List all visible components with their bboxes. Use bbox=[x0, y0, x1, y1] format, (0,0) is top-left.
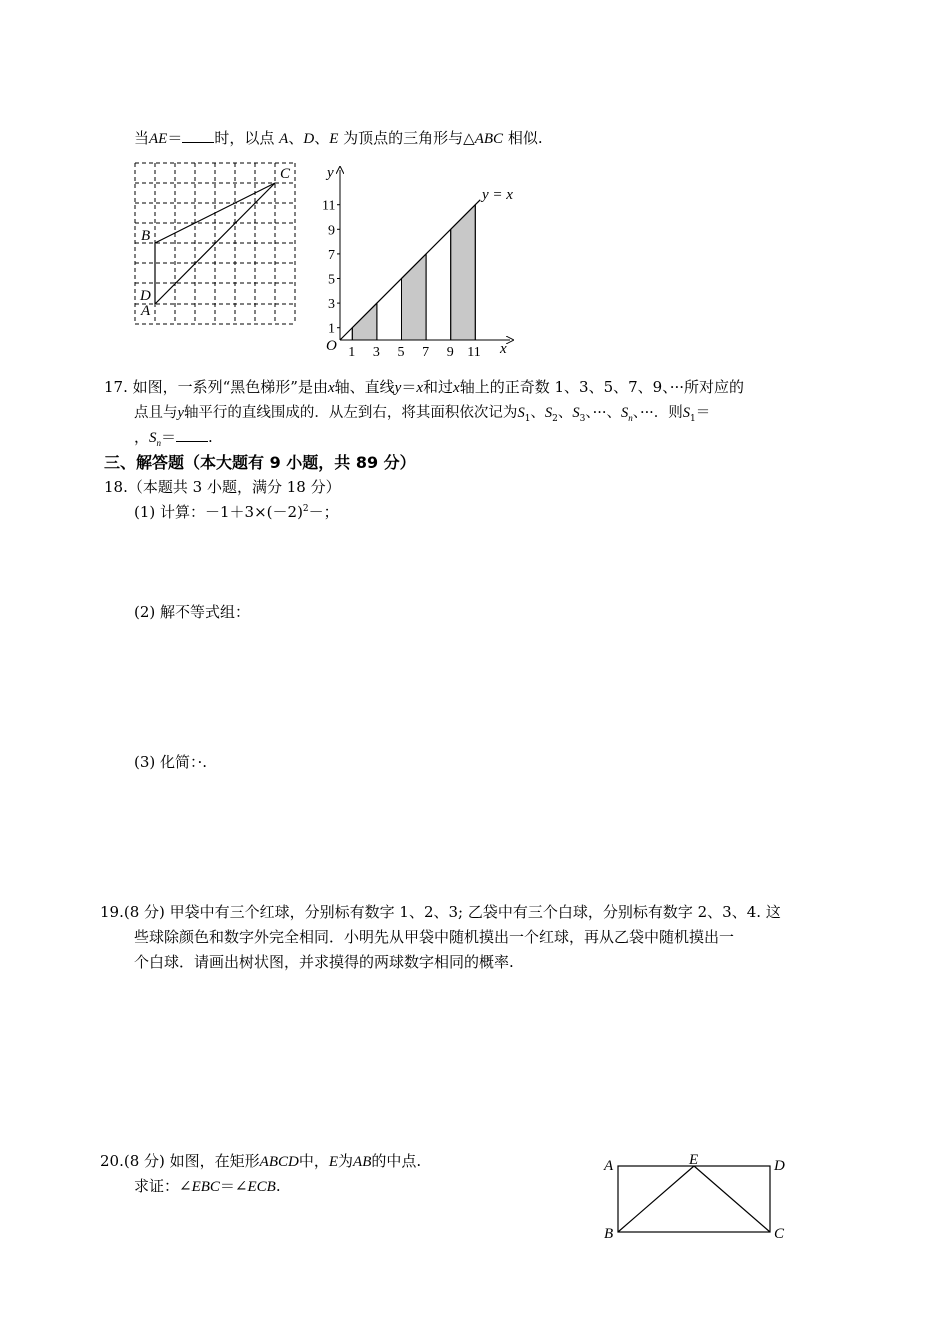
q19-text: (8 分) 甲袋中有三个红球，分别标有数字 1、2、3; 乙袋中有三个白球，分别标有数字 2、3、4. 这 bbox=[123, 903, 781, 921]
x-ticks bbox=[348, 345, 480, 360]
shaded-trapezoids bbox=[352, 205, 475, 340]
x-tick-label: 5 bbox=[397, 345, 405, 360]
q19-number: 19. bbox=[100, 903, 124, 921]
q16-sep: 、 bbox=[288, 129, 304, 147]
q18-number: 18. bbox=[104, 478, 128, 496]
y-tick-label: 7 bbox=[328, 247, 335, 263]
shaded-trapezoid-1 bbox=[352, 303, 377, 340]
q17-var: x bbox=[327, 380, 335, 396]
q17-var: y bbox=[394, 380, 402, 396]
q20-text: ＝∠ bbox=[219, 1177, 248, 1195]
q17-line1 bbox=[104, 376, 744, 397]
grid-label-b: B bbox=[141, 228, 151, 244]
rectangle-abcd bbox=[618, 1166, 770, 1232]
q16-point-d: D bbox=[303, 131, 315, 147]
q18-part1 bbox=[134, 501, 339, 522]
x-axis-label: x bbox=[500, 341, 507, 357]
q20-line1 bbox=[100, 1150, 421, 1171]
q17-var: x bbox=[453, 380, 460, 396]
q17-text: ， bbox=[134, 428, 150, 446]
y-tick-label: 3 bbox=[328, 297, 335, 313]
q16-point-a: A bbox=[279, 131, 289, 147]
q17-text: 、···．则 bbox=[632, 405, 683, 421]
q20-var: ECB bbox=[247, 1179, 276, 1195]
y-axis-label: y bbox=[327, 165, 334, 181]
q16-text: 为顶点的三角形与△ bbox=[343, 129, 475, 147]
origin-label: O bbox=[326, 338, 337, 354]
rect-label-a: A bbox=[604, 1158, 614, 1174]
q17-var: S bbox=[620, 405, 629, 421]
q17-var: S bbox=[149, 430, 157, 446]
x-tick-label: 1 bbox=[348, 345, 356, 360]
q17-sub: 1 bbox=[524, 413, 531, 424]
x-tick-label: 7 bbox=[422, 345, 430, 360]
q17-text: 、 bbox=[557, 405, 573, 421]
q20-text: (8 分) 如图，在矩形 bbox=[123, 1152, 260, 1170]
q17-var: S bbox=[517, 405, 525, 421]
q17-text: 轴平行的直线围成的．从左到右，将其面积依次记为 bbox=[183, 405, 518, 421]
q17-number: 17. bbox=[104, 378, 128, 396]
rectangle-figure bbox=[598, 1150, 798, 1250]
q16-prompt bbox=[134, 127, 543, 148]
q18-part2: (2) 解不等式组： bbox=[134, 603, 251, 621]
q17-sub: n bbox=[628, 412, 633, 423]
answer-blank[interactable] bbox=[176, 427, 208, 442]
q20-var: E bbox=[328, 1154, 339, 1170]
q16-text: 时，以点 bbox=[214, 129, 275, 147]
grid-label-a: A bbox=[141, 303, 151, 319]
grid-label-c: C bbox=[280, 166, 291, 182]
section-heading: 三、解答题（本大题有 9 小题，共 89 分） bbox=[104, 453, 416, 472]
q17-sub: 3 bbox=[579, 413, 586, 424]
q17-sub: 1 bbox=[690, 413, 696, 424]
q17-text: 轴上的正奇数 1、3、5、7、9、···所对应的 bbox=[459, 378, 745, 396]
q17-text: 轴、直线 bbox=[334, 378, 395, 396]
answer-blank[interactable] bbox=[182, 128, 214, 143]
grid-label-d: D bbox=[140, 288, 151, 304]
x-tick-label: 9 bbox=[446, 345, 454, 360]
q16-eq: ＝ bbox=[167, 129, 183, 147]
q20-text: 中， bbox=[298, 1152, 329, 1170]
rect-label-b: B bbox=[604, 1226, 614, 1242]
q20-var: ABCD bbox=[259, 1154, 299, 1170]
trapezoid-chart bbox=[318, 158, 528, 360]
q17-text: ＝ bbox=[161, 428, 177, 446]
q17-var: y bbox=[177, 405, 184, 421]
q20-line2 bbox=[134, 1175, 281, 1196]
q17-line3 bbox=[134, 426, 213, 448]
q17-var: S bbox=[544, 405, 553, 421]
q17-text: 、···、 bbox=[585, 405, 621, 421]
q17-text: ＝ bbox=[401, 378, 417, 396]
q20-text: 的中点. bbox=[371, 1152, 422, 1170]
line-label: y = x bbox=[482, 187, 513, 203]
rect-label-c: C bbox=[774, 1226, 785, 1242]
q16-ae: AE bbox=[149, 131, 168, 147]
segment-ec bbox=[694, 1166, 770, 1232]
q20-var: EBC bbox=[191, 1179, 220, 1195]
q17-var: x bbox=[416, 380, 424, 396]
q17-var: S bbox=[572, 405, 580, 421]
q19-line1 bbox=[100, 901, 781, 922]
q20-text: 为 bbox=[338, 1152, 354, 1170]
rect-label-d: D bbox=[774, 1158, 785, 1174]
q17-text: 和过 bbox=[423, 378, 454, 396]
q20-text: 求证：∠ bbox=[134, 1177, 192, 1195]
y-ticks bbox=[322, 199, 340, 337]
q17-line2 bbox=[134, 401, 710, 424]
q18-exponent: 2 bbox=[302, 504, 309, 514]
q17-var: S bbox=[682, 405, 691, 421]
q16-text: 当 bbox=[134, 129, 150, 147]
grid-figure bbox=[128, 158, 308, 330]
q16-point-e: E bbox=[329, 131, 339, 147]
q20-var: AB bbox=[353, 1154, 372, 1170]
segment-be bbox=[618, 1166, 694, 1232]
q18-part3: (3) 化简：·. bbox=[134, 753, 208, 771]
q19-line3: 个白球．请画出树状图，并求摸得的两球数字相同的概率. bbox=[134, 953, 514, 971]
q16-text: 相似. bbox=[507, 129, 543, 147]
q17-sub: 2 bbox=[552, 413, 558, 424]
q17-text: 、 bbox=[530, 405, 545, 421]
x-tick-label: 11 bbox=[467, 345, 481, 360]
q17-sub: n bbox=[156, 438, 162, 448]
rect-label-e: E bbox=[689, 1152, 699, 1168]
q17-text: 点且与 bbox=[134, 405, 178, 421]
q20-text: . bbox=[275, 1177, 281, 1195]
q16-abc: ABC bbox=[474, 131, 504, 147]
q17-text: ＝ bbox=[695, 405, 711, 421]
q20-number: 20. bbox=[100, 1152, 124, 1170]
q17-text: . bbox=[208, 428, 213, 446]
q16-sep: 、 bbox=[314, 129, 330, 147]
y-tick-label: 5 bbox=[328, 272, 335, 288]
y-tick-label: 1 bbox=[328, 321, 335, 337]
q18-part1-tail: －； bbox=[308, 503, 339, 521]
q17-text: 如图，一系列“黑色梯形”是由 bbox=[132, 378, 328, 396]
y-tick-label: 11 bbox=[322, 198, 336, 214]
q18-part1-text: (1) 计算：－1＋3×(－2) bbox=[134, 503, 303, 521]
x-tick-label: 3 bbox=[372, 345, 380, 360]
q18-head: （本题共 3 小题，满分 18 分） bbox=[127, 478, 341, 496]
y-tick-label: 9 bbox=[328, 223, 335, 239]
q19-line2: 些球除颜色和数字外完全相同．小明先从甲袋中随机摸出一个红球，再从乙袋中随机摸出一 bbox=[134, 928, 735, 946]
q18-header bbox=[104, 476, 341, 497]
